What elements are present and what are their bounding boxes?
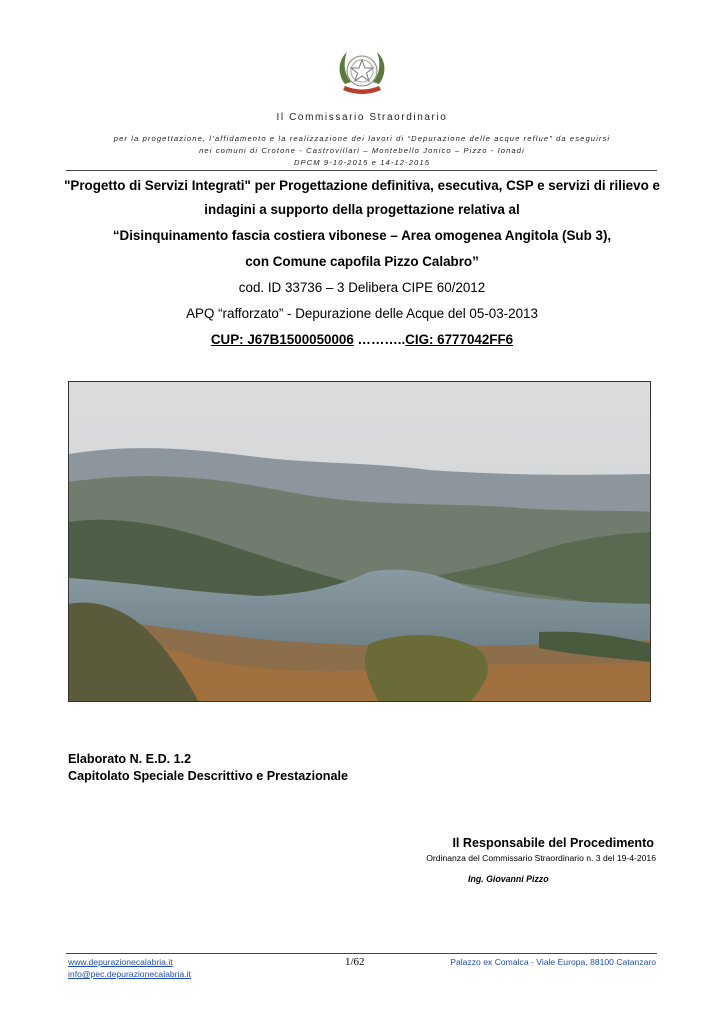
italian-republic-emblem-icon xyxy=(333,44,391,102)
project-title-line-3: “Disinquinamento fascia costiera vibonese – Area omogenea Angitola (Sub 3), xyxy=(112,228,612,243)
cup-code: CUP: J67B1500050006 xyxy=(210,332,354,347)
header-subline-1: per la progettazione, l’affidamento e la realizzazione dei lavori di “Depurazione delle acque reflue” da eseguirsi xyxy=(113,134,611,143)
project-title-line-1: "Progetto di Servizi Integrati" per Progettazione definitiva, esecutiva, CSP e servizi di rilievo e xyxy=(64,178,660,193)
footer-email-link[interactable]: info@pec.depurazionecalabria.it xyxy=(68,969,191,979)
apq-line: APQ “rafforzato” - Depurazione delle Acque del 05-03-2013 xyxy=(186,306,538,321)
footer-divider xyxy=(66,953,657,954)
commissioner-heading: Il Commissario Straordinario xyxy=(276,112,448,123)
footer-website-link[interactable]: www.depurazionecalabria.it xyxy=(68,957,173,967)
signature-role: Il Responsabile del Procedimento xyxy=(452,836,654,850)
signature-name: Ing. Giovanni Pizzo xyxy=(468,874,549,884)
project-title-line-2: indagini a supporto della progettazione relativa al xyxy=(204,202,520,217)
elaborato-name: Capitolato Speciale Descrittivo e Prestazionale xyxy=(68,769,348,783)
header-subline-3: DPCM 9-10-2015 e 14-12-2015 xyxy=(293,158,431,167)
signature-ordinance: Ordinanza del Commissario Straordinario n. 3 del 19-4-2016 xyxy=(426,853,656,863)
cup-cig-line xyxy=(60,332,664,347)
cup-cig-dots: ……….. xyxy=(353,332,406,347)
footer-address: Palazzo ex Comalca - Viale Europa, 88100 Catanzaro xyxy=(450,957,656,967)
header-subline-2: nei comuni di Crotone - Castrovillari – Montebello Jonico – Pizzo - Ionadi xyxy=(199,146,525,155)
cig-code: CIG: 6777042FF6 xyxy=(405,332,514,347)
elaborato-number: Elaborato N. E.D. 1.2 xyxy=(68,752,192,766)
header-divider xyxy=(66,170,657,171)
project-title-line-4: con Comune capofila Pizzo Calabro” xyxy=(245,254,479,269)
project-code: cod. ID 33736 – 3 Delibera CIPE 60/2012 xyxy=(238,280,486,295)
page-number: 1/62 xyxy=(345,956,365,968)
lake-landscape-photo xyxy=(68,381,651,702)
